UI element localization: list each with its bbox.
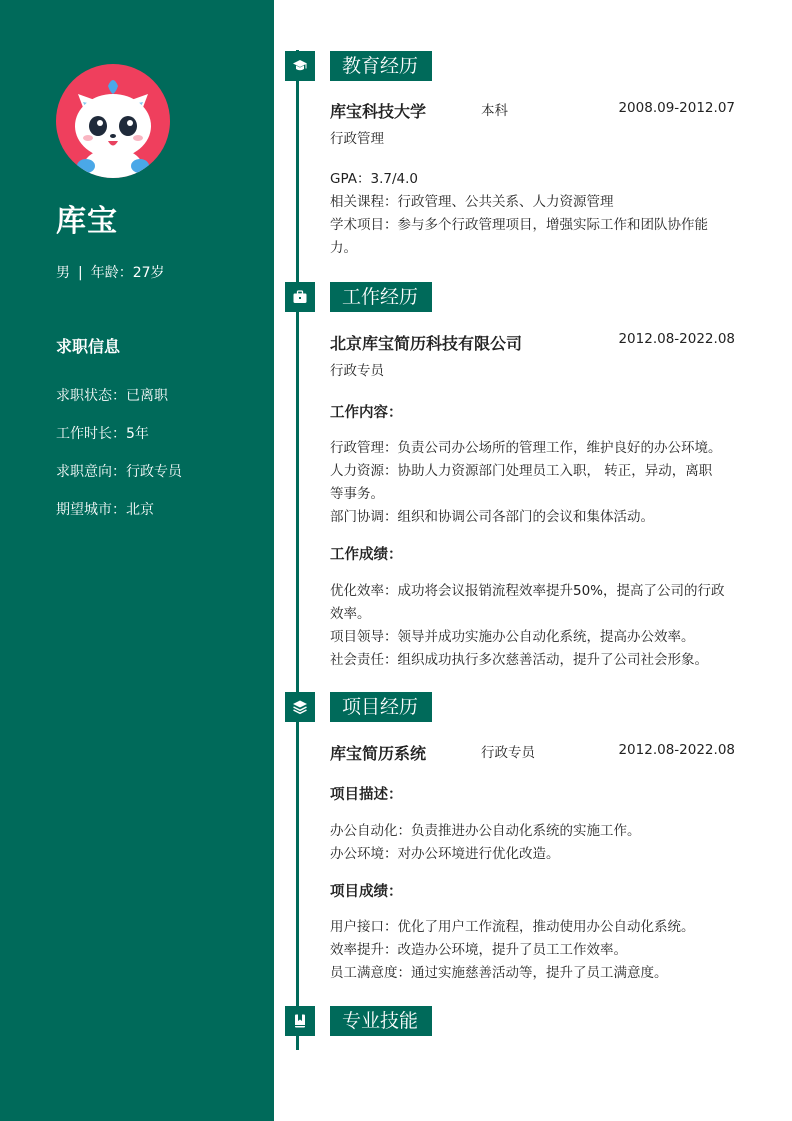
work-duration: 工作时长：5年 <box>56 426 149 442</box>
desired-position: 求职意向：行政专员 <box>56 464 182 480</box>
job-position: 行政专员 <box>330 363 384 379</box>
basic-info <box>56 262 165 282</box>
work-content-heading: 工作内容： <box>330 405 403 421</box>
work-content-line: 部门协调：组织和协调公司各部门的会议和集体活动。 <box>330 509 654 525</box>
job-status: 求职状态：已离职 <box>56 388 168 404</box>
academic-projects-line1: 学术项目：参与多个行政管理项目，增强实际工作和团队协作能 <box>330 217 708 233</box>
work-content-line: 人力资源：协助人力资源部门处理员工入职， 转正，异动，离职 <box>330 463 713 479</box>
project-name: 库宝简历系统 <box>330 744 427 763</box>
graduation-cap-icon <box>285 51 315 81</box>
work-achievement-heading: 工作成绩： <box>330 547 403 563</box>
desired-city: 期望城市：北京 <box>56 502 154 518</box>
project-result-line: 用户接口：优化了用户工作流程，推动使用办公自动化系统。 <box>330 919 695 935</box>
project-desc-line: 办公自动化：负责推进办公自动化系统的实施工作。 <box>330 823 641 839</box>
gpa: GPA：3.7/4.0 <box>330 171 418 187</box>
project-period: 2012.08-2022.08 <box>618 742 735 758</box>
work-achievement-line: 社会责任：组织成功执行多次慈善活动，提升了公司社会形象。 <box>330 652 708 668</box>
candidate-name: 库宝 <box>56 204 118 239</box>
book-icon <box>285 1006 315 1036</box>
related-courses: 相关课程：行政管理、公共关系、人力资源管理 <box>330 194 614 210</box>
project-desc-line: 办公环境：对办公环境进行优化改造。 <box>330 846 560 862</box>
project-result-line: 效率提升：改造办公环境，提升了员工工作效率。 <box>330 942 627 958</box>
school-name: 库宝科技大学 <box>330 102 427 121</box>
briefcase-icon <box>285 282 315 312</box>
skills-section-title: 专业技能 <box>330 1006 432 1036</box>
project-section-title: 项目经历 <box>330 692 432 722</box>
company-name: 北京库宝简历科技有限公司 <box>330 334 523 353</box>
work-content-line: 行政管理：负责公司办公场所的管理工作，维护良好的办公环境。 <box>330 440 722 456</box>
separator: | <box>78 265 83 281</box>
work-achievement-line: 效率。 <box>330 606 371 622</box>
work-achievement-line: 项目领导：领导并成功实施办公自动化系统，提高办公效率。 <box>330 629 695 645</box>
education-period: 2008.09-2012.07 <box>618 100 735 116</box>
project-role: 行政专员 <box>481 745 535 761</box>
work-period: 2012.08-2022.08 <box>618 331 735 347</box>
project-result-heading: 项目成绩： <box>330 884 403 900</box>
layers-icon <box>285 692 315 722</box>
job-intent-title: 求职信息 <box>56 337 121 356</box>
major: 行政管理 <box>330 131 384 147</box>
gender: 男 <box>56 265 70 281</box>
project-result-line: 员工满意度：通过实施慈善活动等，提升了员工满意度。 <box>330 965 668 981</box>
work-section-title: 工作经历 <box>330 282 432 312</box>
age: 年龄：27岁 <box>90 265 165 281</box>
work-achievement-line: 优化效率：成功将会议报销流程效率提升50%，提高了公司的行政 <box>330 583 725 599</box>
academic-projects-line2: 力。 <box>330 240 357 256</box>
sidebar <box>0 0 274 1121</box>
degree: 本科 <box>481 103 508 119</box>
avatar <box>56 64 170 178</box>
timeline-line <box>296 50 299 1050</box>
project-desc-heading: 项目描述： <box>330 787 403 803</box>
work-content-line: 等事务。 <box>330 486 384 502</box>
education-section-title: 教育经历 <box>330 51 432 81</box>
